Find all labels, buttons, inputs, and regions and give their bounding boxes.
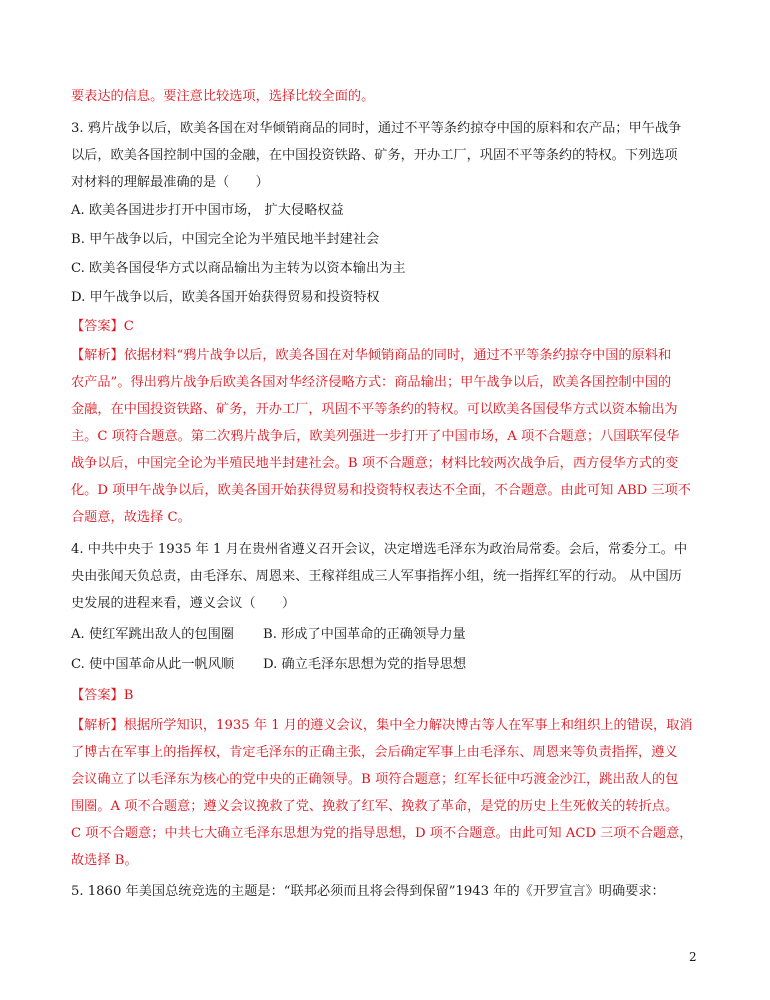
q4-stem-line: 史发展的进程来看，遵义会议（ ） xyxy=(71,596,296,611)
q3-stem-line: 对材料的理解最准确的是（ ） xyxy=(71,175,269,190)
q3-option-b: B. 甲午战争以后，中国完全论为半殖民地半封建社会 xyxy=(71,232,380,247)
q4-analysis-line: 会议确立了以毛泽东为核心的党中央的正确领导。B 项符合题意；红军长征中巧渡金沙江，跳出敌人的包 xyxy=(71,772,679,787)
page-number: 2 xyxy=(689,950,697,964)
q3-analysis-line: 农产品”。得出鸦片战争后欧美各国对华经济侵略方式：商品输出；甲午战争以后，欧美各国控制中国的 xyxy=(71,375,672,390)
q4-option-d: D. 确立毛泽东思想为党的指导思想 xyxy=(263,657,467,672)
q3-option-a: A. 欧美各国进步打开中国市场， 扩大侵略权益 xyxy=(71,203,344,218)
q4-analysis-line: 【解析】根据所学知识，1935 年 1 月的遵义会议，集中全力解决博古等人在军事上和组织上的错误，取消 xyxy=(71,718,693,733)
q3-analysis-line: 战争以后，中国完全论为半殖民地半封建社会。B 项不合题意；材料比较两次战争后，西方侵华方式的变 xyxy=(71,456,679,471)
q3-analysis-line: 化。D 项甲午战争以后，欧美各国开始获得贸易和投资特权表达不全面，不合题意。由此可知 ABD 三项不 xyxy=(71,483,691,498)
q3-stem-line: 以后，欧美各国控制中国的金融，在中国投资铁路、矿务，开办工厂，巩固不平等条约的特权。下列选项 xyxy=(71,148,678,163)
q4-answer: 【答案】B xyxy=(71,688,134,703)
q5-stem-line: 5. 1860 年美国总统竞选的主题是：“联邦必须而且将会得到保留”1943 年的《开罗宣言》明确要求： xyxy=(71,884,665,899)
q4-option-b: B. 形成了中国革命的正确领导力量 xyxy=(263,627,466,642)
q4-analysis-line: 围圈。A 项不合题意；遵义会议挽救了党、挽救了红军、挽救了革命，是党的历史上生死攸关的转折点。 xyxy=(71,799,679,814)
q3-stem-line: 3. 鸦片战争以后，欧美各国在对华倾销商品的同时，通过不平等条约掠夺中国的原料和农产品；甲午战争 xyxy=(71,121,682,136)
q4-analysis-line: 故选择 B。 xyxy=(71,853,138,868)
q4-option-a: A. 使红军跳出敌人的包围圈 xyxy=(71,627,234,642)
q3-analysis-line: 【解析】依据材料“鸦片战争以后，欧美各国在对华倾销商品的同时，通过不平等条约掠夺中国的原料和 xyxy=(71,348,672,363)
q3-option-d: D. 甲午战争以后，欧美各国开始获得贸易和投资特权 xyxy=(71,290,380,305)
q3-analysis-line: 合题意，故选择 C。 xyxy=(71,510,191,525)
q4-stem-line: 4. 中共中央于 1935 年 1 月在贵州省遵义召开会议，决定增选毛泽东为政治局常委。会后，常委分工。中 xyxy=(71,542,688,557)
q3-analysis-line: 主。C 项符合题意。第二次鸦片战争后，欧美列强进一步打开了中国市场，A 项不合题意；八国联军侵华 xyxy=(71,429,680,444)
q3-answer: 【答案】C xyxy=(71,319,134,334)
previous-analysis-tail: 要表达的信息。要注意比较选项，选择比较全面的。 xyxy=(71,89,375,104)
q4-analysis-line: C 项不合题意；中共七大确立毛泽东思想为党的指导思想，D 项不合题意。由此可知 ACD 三项不合题意， xyxy=(71,826,693,841)
q4-stem-line: 央由张闻天负总责，由毛泽东、周恩来、王稼祥组成三人军事指挥小组，统一指挥红军的行动。 从中国历 xyxy=(71,569,682,584)
q4-analysis-line: 了博古在军事上的指挥权，肯定毛泽东的正确主张，会后确定军事上由毛泽东、周恩来等负责指挥，遵义 xyxy=(71,745,678,760)
q3-option-c: C. 欧美各国侵华方式以商品输出为主转为以资本输出为主 xyxy=(71,261,406,276)
q4-option-c: C. 使中国革命从此一帆风顺 xyxy=(71,657,235,672)
q3-analysis-line: 金融，在中国投资铁路、矿务，开办工厂，巩固不平等条约的特权。可以欧美各国侵华方式以资本输出为 xyxy=(71,402,678,417)
